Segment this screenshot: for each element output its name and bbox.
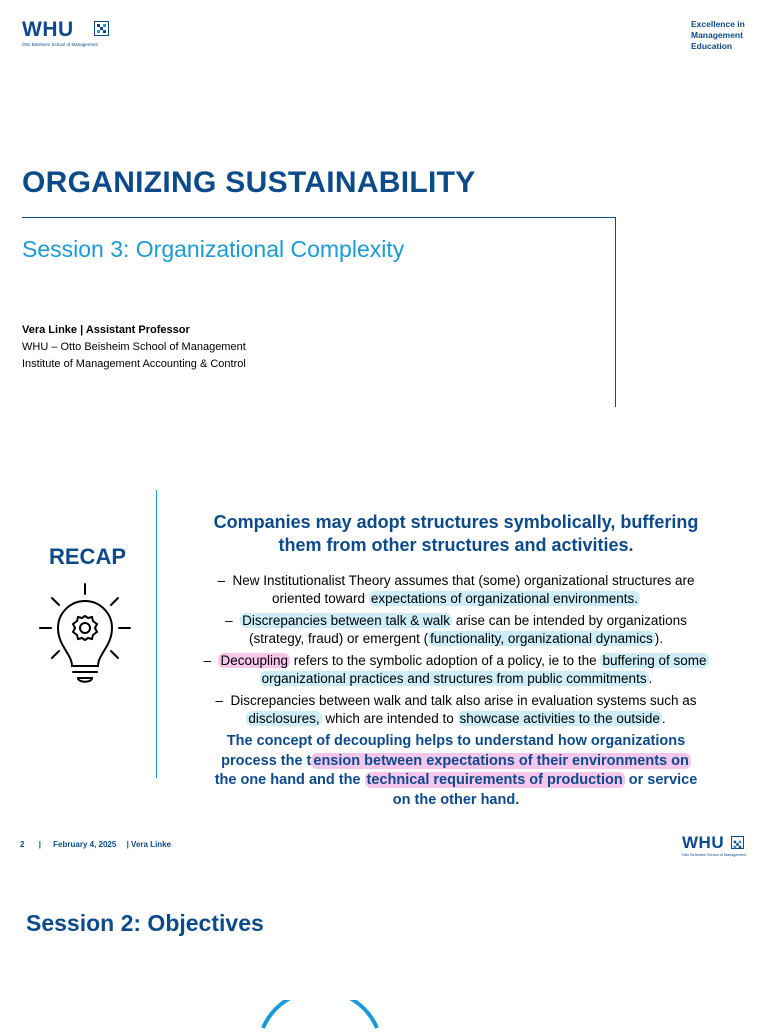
- highlight-blue: Discrepancies between talk & walk: [242, 613, 450, 628]
- headline-line: them from other structures and activities.: [278, 535, 634, 555]
- objectives-title: Session 2: Objectives: [26, 910, 264, 936]
- highlight-pink: technical requirements of production: [366, 772, 623, 788]
- highlight-blue: showcase activities to the outside: [459, 711, 660, 726]
- bullet-dash: –: [217, 573, 226, 588]
- bullet-text: refers to the symbolic adoption of a policy, ie to the: [290, 653, 601, 668]
- recap-slide: [0, 470, 768, 865]
- tagline-line: Excellence in: [691, 19, 745, 29]
- highlight-blue: expectations of organizational environments.: [370, 591, 638, 606]
- title-vertical-rule: [615, 217, 616, 407]
- highlight-pink: ension between expectations of their environments on: [313, 752, 689, 769]
- highlight-blue: functionality, organizational dynamics: [430, 631, 653, 646]
- author-institute: Institute of Management Accounting & Control: [22, 358, 246, 370]
- logo-subtitle: Otto Beisheim School of Management: [682, 853, 746, 857]
- footer-whu-logo: [682, 833, 746, 857]
- bullet-text: (strategy, fraud) or emergent (: [249, 631, 429, 646]
- lightbulb-gear-icon: [38, 582, 132, 693]
- bullet-evaluation-systems: [166, 692, 746, 728]
- bullet-text: .: [661, 711, 666, 726]
- highlight-pink: Decoupling: [220, 653, 289, 668]
- title-divider: [22, 217, 616, 218]
- highlight-blue: buffering of some: [602, 653, 707, 668]
- slide-footer: [20, 840, 171, 849]
- footer-date: February 4, 2025: [53, 840, 117, 849]
- bullet-dash: –: [215, 693, 223, 708]
- bullet-text: which are intended to: [321, 711, 458, 726]
- bullet-text: arise can be intended by organizations: [451, 613, 687, 628]
- highlight-blue: organizational practices and structures from public commitments: [261, 671, 647, 686]
- conclusion-text: the one hand and the: [214, 772, 365, 788]
- tagline-line: Education: [691, 41, 733, 51]
- logo-text: WHU: [22, 18, 74, 41]
- recap-label: RECAP: [49, 544, 127, 569]
- recap-conclusion: [166, 732, 746, 810]
- bullet-text: .: [648, 671, 653, 686]
- objectives-circle-graphic: [255, 1000, 385, 1035]
- session-subtitle: Session 3: Organizational Complexity: [22, 236, 405, 262]
- bullet-text: Discrepancies between walk and talk also arise in evaluation systems such as: [230, 693, 697, 708]
- footer-separator: |: [38, 840, 41, 849]
- author-block: [22, 322, 246, 373]
- tagline: [691, 19, 745, 52]
- whu-logo: [22, 18, 98, 47]
- bullet-decoupling: [166, 652, 746, 688]
- conclusion-line: on the other hand.: [392, 791, 520, 808]
- highlight-blue: disclosures,: [248, 711, 320, 726]
- footer-author: Vera Linke: [131, 840, 172, 849]
- recap-headline: [166, 511, 746, 557]
- recap-divider: [156, 490, 157, 778]
- logo-mark-icon: [731, 836, 744, 849]
- page-number: 2: [20, 840, 25, 849]
- logo-mark-icon: [94, 21, 109, 36]
- title-slide: [0, 0, 768, 410]
- bullet-text: oriented toward: [272, 591, 369, 606]
- conclusion-text: or service: [624, 772, 698, 788]
- conclusion-line: The concept of decoupling helps to understand how organizations: [226, 733, 686, 749]
- bullet-text: ).: [654, 631, 663, 646]
- author-name: Vera Linke | Assistant Professor: [22, 324, 190, 336]
- bullet-talk-walk: [166, 612, 746, 648]
- conclusion-text: process the t: [221, 752, 312, 769]
- bullet-dash: –: [203, 653, 211, 668]
- headline-line: Companies may adopt structures symbolically, buffering: [213, 512, 699, 532]
- logo-text: WHU: [682, 833, 725, 852]
- author-school: WHU – Otto Beisheim School of Management: [22, 341, 246, 353]
- presentation-title: ORGANIZING SUSTAINABILITY: [22, 166, 476, 199]
- bullet-text: New Institutionalist Theory assumes that (some) organizational structures are: [232, 573, 695, 588]
- bullet-dash: –: [225, 613, 233, 628]
- logo-subtitle: Otto Beisheim School of Management: [22, 42, 98, 47]
- tagline-line: Management: [691, 30, 743, 40]
- bullet-institutional-theory: [166, 572, 746, 608]
- footer-separator: |: [126, 840, 129, 849]
- objectives-slide: [0, 890, 768, 1024]
